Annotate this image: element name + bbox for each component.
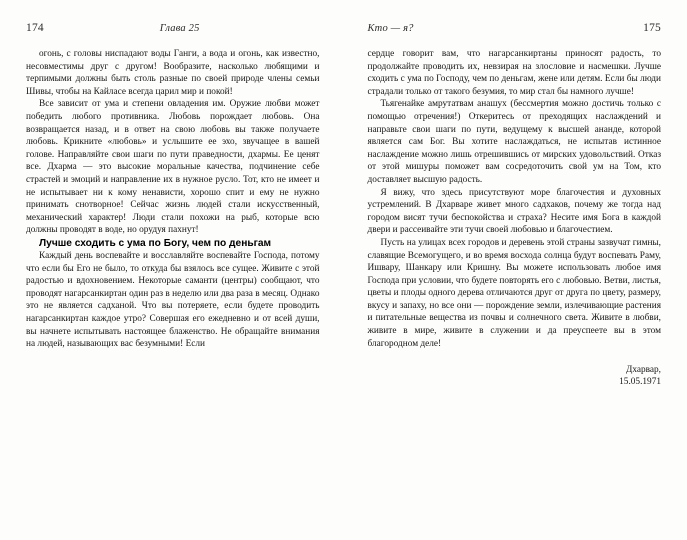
left-page-body [26, 48, 320, 351]
paragraph: Все зависит от ума и степени овладения им. Оружие любви может победить любого противника. Любовь порождает любовь. Она возвращается назад, и в ответ на свою любовь вы также получаете любовь. Крикните «любовь» и услышите ее эхо, звучащее в вашей голове. Направляйте свои шаги по пути праведности, дхармы. Ее ценят все. Дхарма — это высокие моральные качества, подчинение себе страстей и эмоций и направление их в нужное русло. Тот, кто не имеет и не испытывает ни к кому ненависти, хорошо спит и ему не нужно принимать снотворное! Сейчас жизнь людей стали искусственный, механический характер! Люди стали похожи на рыб, которые всю должны проводят в воде, но орудуя пахнут! [26, 99, 320, 236]
paragraph: Каждый день воспевайте и восславляйте воспевайте Господа, потому что если бы Его не было, то откуда бы взялось все сущее. Живите с этой радостью и вдохновением. Некоторые саманти (центры) сообщают, что проводят нагарсанкиртан один раз в неделю или два раза в месяц. Однако это не является садханой. Что вы потеряете, если будете проводить нагарсанкиртан каждое утро? Совершая его ежедневно и от всей души, вы начнете испытывать настоящее блаженство. Не обращайте внимания на людей, называющих вас безумными! Если [26, 251, 320, 350]
signature-place: Дхарвар, [625, 365, 661, 376]
right-running-head [368, 22, 662, 34]
section-subheading: Лучше сходить с ума по Богу, чем по деньгам [39, 237, 272, 249]
paragraph: Тьягенайке амрутатвам анашух (бессмертия можно достичь только с помощью отречения!) Откеритесь от преходящих наслаждений и направьте свои шаги по пути, ведущему к высшей ананде, которой является сам Бог. Вы хотите наслаждаться, не испытав истинное наслаждение можно лишь отрешившись от мирских удовольствий. Отказ от этой мишуры поможет вам сосредоточить свой ум на Том, кто доставляет высшую радость. [367, 99, 661, 185]
signature-block [368, 364, 662, 388]
paragraph: сердце говорит вам, что нагарсанкиртаны приносят радость, то продолжайте проводить их, невзирая на злословие и насмешки. Лучше сходить с ума по Господу, чем по деньгам, жене или детям. Если бы люди страдали только от такого безумия, то мир стал бы намного лучше! [367, 49, 661, 97]
signature-date: 15.05.1971 [619, 377, 661, 388]
left-page-number: 174 [26, 22, 44, 34]
left-running-head [26, 22, 320, 34]
paragraph: Я вижу, что здесь присутствуют море благочестия и духовных устремлений. В Дхарваре живет много садхаков, почему же тогда над городом висят тучи беспокойства и страха? Несите имя Бога в каждой двери и рассеивайте эти тучи своей любовью и благочестием. [367, 187, 661, 236]
right-chapter-title: Кто — я? [367, 23, 414, 34]
right-page-number: 175 [643, 22, 661, 34]
left-chapter-title: Глава 25 [159, 23, 200, 34]
paragraph: огонь, с головы ниспадают воды Ганги, а вода и огонь, как известно, несовместимы друг с другом! Вообразите, насколько любящими и терпимыми должны быть столь разные по своей природе члены семьи Шивы, чтобы на Кайласе всегда царил мир и покой! [26, 49, 320, 97]
right-page [344, 22, 662, 522]
paragraph: Пусть на улицах всех городов и деревень этой страны зазвучат гимны, славящие Всемогущего, и во время восхода солнца будут воспевать Раму, Ишвару, Шанкару или Кришну. Вы можете использовать любое имя Господа при условии, что будете повторять его с любовью. Ветви, листья, цветы и плоды одного дерева отличаются друг от друга по цвету, размеру, вкусу и запаху, но все они — порождение земли, излечивающие растения и питательные вещества из почвы и солнечного света. Живите в любви, живите в мире, живите в служении и да преуспеете вы в этом благородном деле! [367, 237, 661, 349]
right-page-body [368, 48, 662, 389]
left-page [26, 22, 344, 522]
